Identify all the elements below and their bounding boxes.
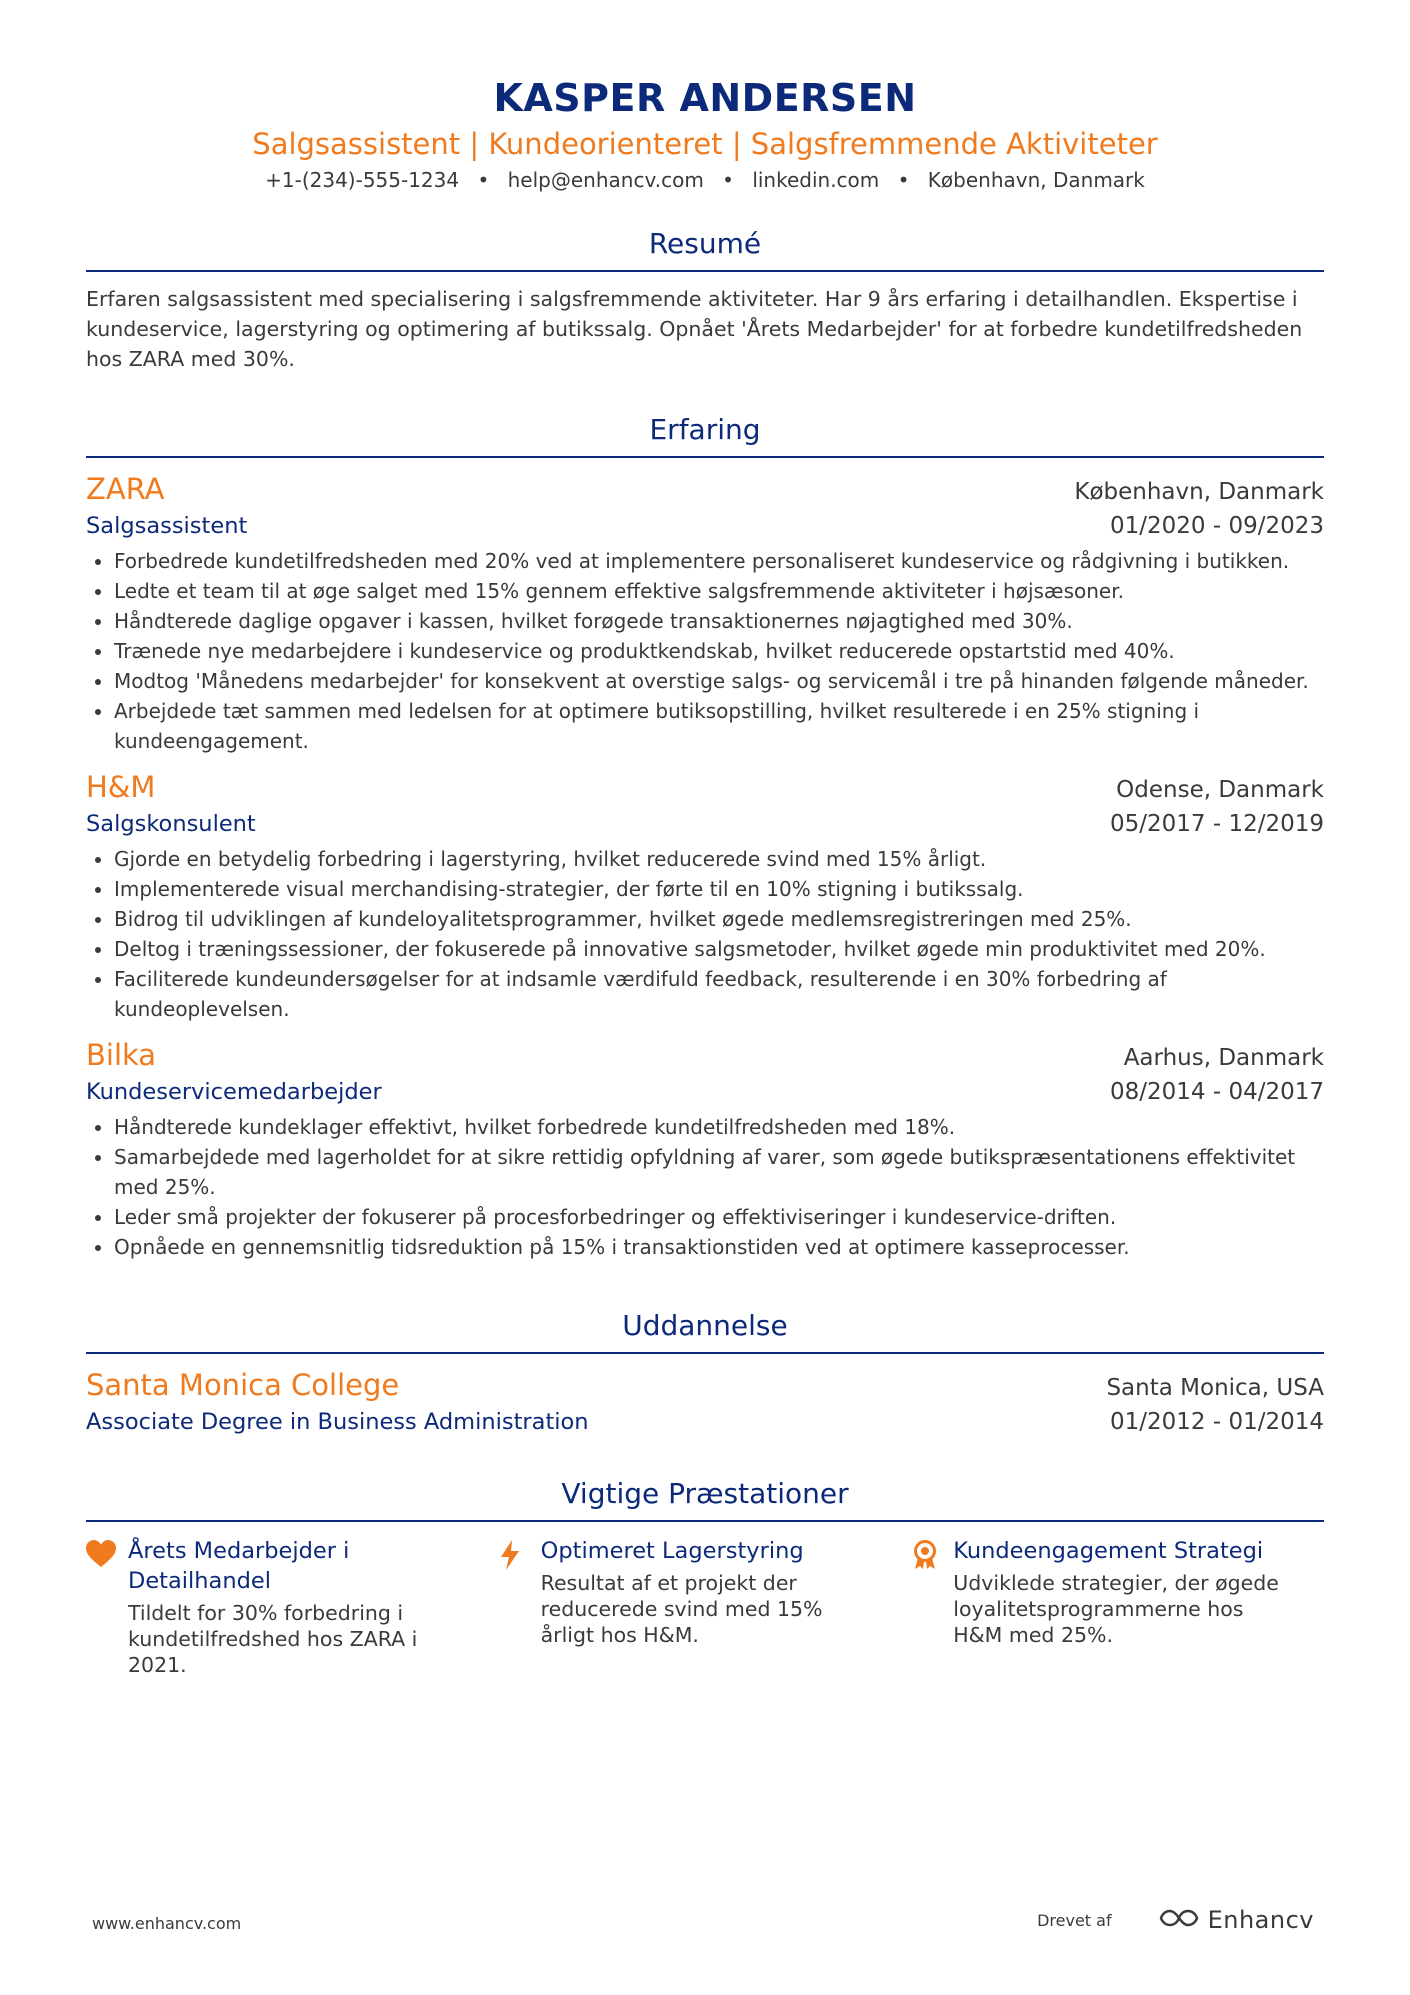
enhancv-brand-name: Enhancv (1207, 1906, 1314, 1934)
bullet-item: • Bidrog til udviklingen af kundeloyalitetsprogrammer, hvilket øgede medlemsregistreringen med 25%. (114, 904, 1324, 934)
job-location: Aarhus, Danmark (1123, 1045, 1324, 1071)
achievements-section (86, 1474, 1324, 1678)
job-bullets (86, 844, 1324, 1024)
lightning-icon (499, 1536, 541, 1678)
summary-text: Erfaren salgsassistent med specialisering i salgsfremmende aktiviteter. Har 9 års erfaring i detailhandlen. Ekspertise i kundeservice, lagerstyring og optimering af butikssalg. Opnået 'Årets Medarbejder' for at forbedre kundetilfredsheden hos ZARA med 30%. (86, 287, 1303, 371)
job-dates: 08/2014 - 04/2017 (1109, 1079, 1324, 1105)
company-name: ZARA (86, 472, 165, 506)
bullet-item: • Leder små projekter der fokuserer på procesforbedringer og effektiviseringer i kundeservice-driften. (114, 1202, 1324, 1232)
bullet-item: • Arbejdede tæt sammen med ledelsen for at optimere butiksopstilling, hvilket resulterede i en 25% stigning i kundeengagement. (114, 696, 1324, 756)
school-location: Santa Monica, USA (1106, 1375, 1324, 1401)
footer-website-link[interactable]: www.enhancv.com (92, 1914, 242, 1933)
education-entry (86, 1366, 1324, 1440)
separator: • (722, 168, 734, 192)
achievement-desc: Resultat af et projekt der reducerede svind med 15% årligt hos H&M. (540, 1571, 823, 1647)
bullet-item: • Håndterede daglige opgaver i kassen, hvilket forøgede transaktionernes nøjagtighed med 30%. (114, 606, 1324, 636)
section-title-education: Uddannelse (86, 1306, 1324, 1354)
achievement-title: Optimeret Lagerstyring (540, 1538, 804, 1564)
separator: • (897, 168, 910, 192)
heart-icon (86, 1536, 128, 1678)
job-location: København, Danmark (1074, 479, 1324, 505)
footer-branding (1037, 1906, 1314, 1934)
job-location: Odense, Danmark (1116, 777, 1324, 803)
bullet-item: • Ledte et team til at øge salget med 15% gennem effektive salgsfremmende aktiviteter i højsæsoner. (114, 576, 1324, 606)
email-link[interactable]: help@enhancv.com (507, 168, 704, 192)
degree: Associate Degree in Business Administration (86, 1409, 589, 1435)
job-entry (86, 470, 1324, 756)
experience-section (86, 410, 1324, 1262)
job-bullets (86, 546, 1324, 756)
linkedin-link[interactable]: linkedin.com (752, 168, 880, 192)
education-section (86, 1306, 1324, 1440)
job-entry (86, 1036, 1324, 1262)
bullet-item: • Implementerede visual merchandising-strategier, der førte til en 10% stigning i butikssalg. (114, 874, 1324, 904)
bullet-item: • Faciliterede kundeundersøgelser for at indsamle værdifuld feedback, resulterende i en 30% forbedring af kundeoplevelsen. (114, 964, 1324, 1024)
job-dates: 05/2017 - 12/2019 (1109, 811, 1324, 837)
bullet-item: • Opnåede en gennemsnitlig tidsreduktion på 15% i transaktionstiden ved at optimere kasseprocesser. (114, 1232, 1324, 1262)
section-title-achievements: Vigtige Præstationer (86, 1474, 1324, 1522)
candidate-name: KASPER ANDERSEN (493, 76, 917, 120)
bullet-item: • Trænede nye medarbejdere i kundeservice og produktkendskab, hvilket reducerede opstartstid med 40%. (114, 636, 1324, 666)
job-role: Salgsassistent (86, 513, 248, 539)
job-bullets (86, 1112, 1324, 1262)
job-role: Kundeservicemedarbejder (86, 1079, 382, 1105)
bullet-item: • Deltog i træningssessioner, der fokuserede på innovative salgsmetoder, hvilket øgede min produktivitet med 20%. (114, 934, 1324, 964)
section-title-experience: Erfaring (86, 410, 1324, 458)
powered-by-label: Drevet af (1037, 1910, 1112, 1930)
company-name: Bilka (86, 1038, 157, 1072)
achievement-desc: Tildelt for 30% forbedring i kundetilfredshed hos ZARA i 2021. (128, 1601, 418, 1677)
achievement-title: Kundeengagement Strategi (953, 1538, 1264, 1564)
achievement-title: Årets Medarbejder i Detailhandel (128, 1538, 350, 1594)
bullet-item: • Håndterede kundeklager effektivt, hvilket forbedrede kundetilfredsheden med 18%. (114, 1112, 1324, 1142)
achievement-desc: Udviklede strategier, der øgede loyalitetsprogrammerne hos H&M med 25%. (953, 1571, 1279, 1647)
bullet-item: • Forbedrede kundetilfredsheden med 20% ved at implementere personaliseret kundeservice og rådgivning i butikken. (114, 546, 1324, 576)
job-dates: 01/2020 - 09/2023 (1109, 513, 1324, 539)
contact-line (0, 164, 1410, 196)
job-entry (86, 768, 1324, 1024)
resume-header (0, 0, 1410, 196)
home-location: København, Danmark (927, 168, 1145, 192)
enhancv-logo-icon (1158, 1907, 1200, 1933)
bullet-item: • Modtog 'Månedens medarbejder' for konsekvent at overstige salgs- og servicemål i tre på hinanden følgende måneder. (114, 666, 1324, 696)
achievements-list (86, 1536, 1324, 1678)
education-dates: 01/2012 - 01/2014 (1109, 1409, 1324, 1435)
summary-section (86, 224, 1324, 374)
bullet-item: • Samarbejdede med lagerholdet for at sikre rettidig opfyldning af varer, som øgede butikspræsentationens effektivitet med 25%. (114, 1142, 1324, 1202)
award-icon (911, 1536, 953, 1678)
company-name: H&M (86, 770, 156, 804)
achievement-item (86, 1536, 499, 1678)
phone: +1-(234)-555-1234 (265, 168, 460, 192)
job-role: Salgskonsulent (86, 811, 256, 837)
bullet-item: • Gjorde en betydelig forbedring i lagerstyring, hvilket reducerede svind med 15% årligt. (114, 844, 1324, 874)
candidate-tagline: Salgsassistent | Kundeorienteret | Salgsfremmende Aktiviteter (252, 127, 1158, 161)
achievement-item (911, 1536, 1324, 1678)
achievement-item (499, 1536, 912, 1678)
section-title-summary: Resumé (86, 224, 1324, 272)
school-name: Santa Monica College (86, 1368, 400, 1402)
separator: • (477, 168, 490, 192)
